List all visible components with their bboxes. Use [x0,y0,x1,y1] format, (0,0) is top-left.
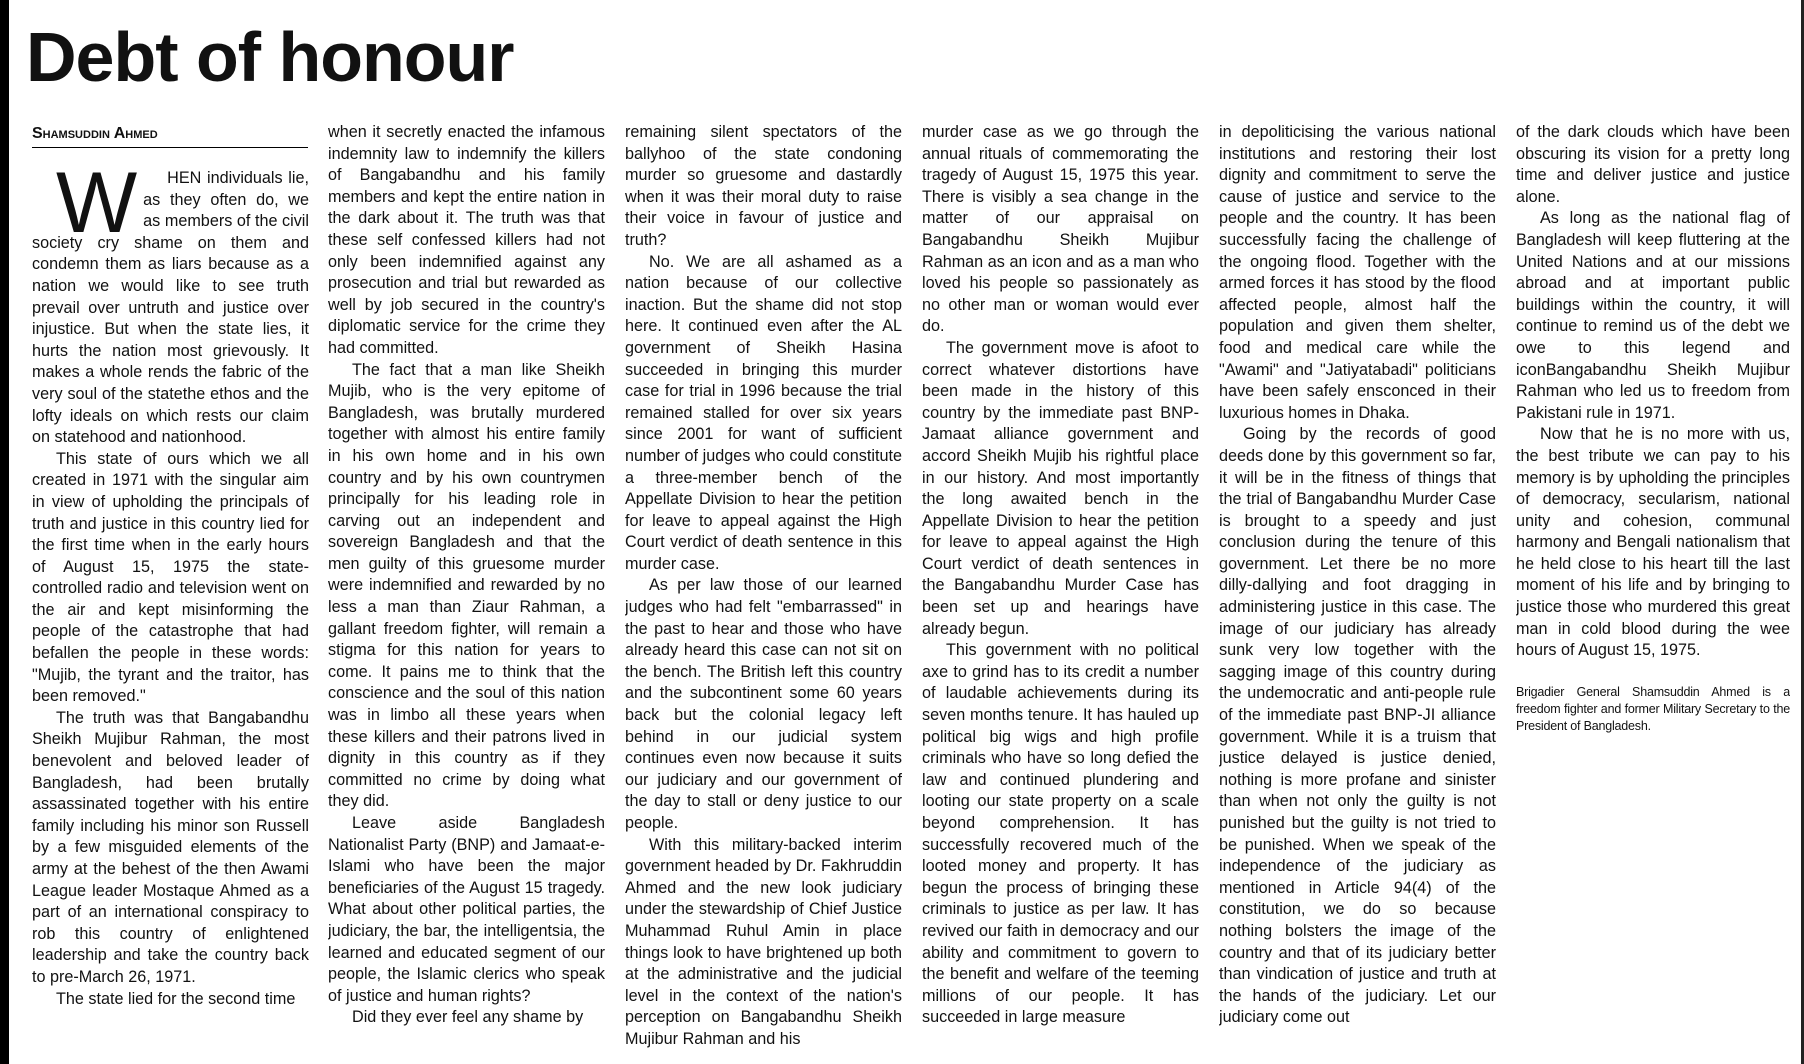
article-paragraph-continued: of the dark clouds which have been obscuring its vision for a pretty long time and deliver justice and justice alone. [1516,123,1790,206]
article-column-2 [328,122,605,1054]
lead-paragraph-text: HEN individuals lie, as they often do, we as members of the civil society cry shame on them and condemn them as liars because as a nation we would like to see truth prevail over untruth and justice over injustice. But when the state lies, it hurts the nation most grievously. It makes a whole rends the fabric of the very soul of the statethe ethos and the lofty ideals on which rests our claim on statehood and nationhood. [32,169,309,447]
article-paragraph: Now that he is no more with us, the best tribute we can pay to his memory is by upholding the principles of democracy, secularism, national unity and cohesion, communal harmony and Bengali nationalism that he held close to his heart till the last moment of his life and by bringing to justice those who murdered this great man in cold blood during the wee hours of August 15, 1975. [1516,425,1790,660]
article-paragraph-continued: murder case as we go through the annual rituals of commemorating the tragedy of August 15, 1975 this year. There is visibly a sea change in the matter of our appraisal on Bangabandhu Sheikh Mujibur Rahman as an icon and as a man who loved his people so passionately as no other man or woman would ever do. [922,123,1199,336]
drop-cap: W [56,168,138,251]
left-border-rule [0,0,9,1064]
article-paragraph: The fact that a man like Sheikh Mujib, who is the very epitome of Bangladesh, was brutally murdered together with almost his entire family in his own home and in his own country and by his own countrymen principally for his leading role in carving out an independent and sovereign Bangladesh and that the men guilty of this gruesome murder were indemnified and rewarded by no less a man than Ziaur Rahman, a gallant freedom fighter, will remain a stigma for this nation for years to come. It pains me to think that the conscience and the soul of this nation was in limbo all these years when these killers and their patrons lived in dignity in this country as if they committed no crime by doing what they did. [328,360,605,811]
article-paragraph: The state lied for the second time [56,989,296,1008]
article-paragraph-continued: in depoliticising the various national institutions and restoring their lost dignity and commitment to serve the cause of justice and service to the people and the country. It has been successfully facing the challenge of the ongoing flood. Together with the armed forces it has stood by the flood affected people, almost half the population and given them shelter, food and medical care while the "Awami" and "Jatiyatabadi" politicians have been safely ensconced in their luxurious homes in Dhaka. [1219,123,1496,422]
article-paragraph: No. We are all ashamed as a nation because of our collective inaction. But the shame did not stop here. It continued even after the AL government of Sheikh Hasina succeeded in bringing this murder case for trial in 1996 because the trial remained stalled for over six years since 2001 for want of sufficient number of judges who could constitute a three-member bench of the Appellate Division to hear the petition for leave to appeal against the High Court verdict of death sentence in this murder case. [625,252,902,573]
article-paragraph: This government with no political axe to grind has to its credit a number of laudable achievements during its seven months tenure. It has hauled up political big wigs and high profile criminals who have so long defied the law and continued plundering and looting our state property on a scale beyond comprehension. It has successfully recovered much of the looted money and property. It has begun the process of bringing these criminals to justice as per law. It has revived our faith in democracy and our ability and commitment to govern to the benefit and welfare of the teeming millions of our people. It has succeeded in large measure [922,641,1199,1027]
author-byline: Shamsuddin Ahmed [32,125,308,148]
article-paragraph-continued: remaining silent spectators of the ballyhoo of the state condoning murder so gruesome and dastardly when it was their moral duty to raise their voice in favour of justice and truth? [625,123,902,249]
article-column-4 [922,122,1199,1054]
article-paragraph-continued: when it secretly enacted the infamous indemnity law to indemnify the killers of Bangabandhu and his family members and kept the entire nation in the dark about it. The truth was that these self confessed killers had not only been indemnified against any prosecution and trial but rewarded as well by job secured in the country's diplomatic service for the crime they had committed. [328,123,605,357]
article-column-1 [32,168,309,1054]
article-column-3 [625,122,902,1054]
lead-paragraph [32,168,309,449]
article-column-6 [1516,122,1790,1054]
article-paragraph: This state of ours which we all created in 1971 with the singular aim in view of upholding the principals of truth and justice in this country lied for the first time when in the early hours of August 15, 1975 the state-controlled radio and television went on the air and kept misinforming the people of the catastrophe that had befallen the people in these words: "Mujib, the tyrant and the traitor, has been removed." [32,449,309,706]
article-paragraph: Did they ever feel any shame by [352,1008,584,1027]
article-paragraph: Leave aside Bangladesh Nationalist Party (BNP) and Jamaat-e-Islami who have been the major beneficiaries of the August 15 tragedy. What about other political parties, the judiciary, the bar, the intelligentsia, the learned and educated segment of our people, the Islamic clerics who speak of justice and human rights? [328,814,605,1005]
article-column-5 [1219,122,1496,1054]
article-headline: Debt of honour [26,18,514,96]
article-paragraph: The truth was that Bangabandhu Sheikh Mujibur Rahman, the most benevolent and beloved leader of Bangladesh, had been brutally assassinated together with his entire family including his minor son Russell by a few misguided elements of the army at the behest of the then Awami League leader Mostaque Ahmed as a part of an international conspiracy to rob this country of enlightened leadership and take the country back to pre-March 26, 1971. [32,708,309,986]
article-paragraph: As long as the national flag of Bangladesh will keep fluttering at the United Nations and at our missions abroad and at important public buildings within the country, it will continue to remind us of the debt we owe to this legend and iconBangabandhu Sheikh Mujibur Rahman who led us to freedom from Pakistani rule in 1971. [1516,209,1790,422]
article-paragraph: As per law those of our learned judges who had felt "embarrassed" in the past to hear and those who have already heard this case can not sit on the bench. The British left this country and the subcontinent some 60 years back but the colonial legacy left behind in our judicial system continues even now because it suits our judiciary and our government of the day to stall or deny justice to our people. [625,576,902,832]
article-paragraph: Going by the records of good deeds done by this government so far, it will be in the fitness of things that the trial of Bangabandhu Murder Case is brought to a speedy and just conclusion during the tenure of this government. Let there be no more dilly-dallying and foot dragging in administering justice in this case. The image of our judiciary has already sunk very low together with the sagging image of this country during the undemocratic and anti-people rule of the immediate past BNP-JI alliance government. While it is a truism that justice delayed is justice denied, nothing is more profane and sinister than when not only the guilty is not punished but the guilty is not tried to be punished. When we speak of the independence of the judiciary as mentioned in Article 94(4) of the constitution, we do so because nothing bolsters the image of the country and that of its judiciary better than vindication of justice and truth at the hands of the judiciary. Let our judiciary come out [1219,425,1496,1027]
author-bio: Brigadier General Shamsuddin Ahmed is a freedom fighter and former Military Secretary to the President of Bangladesh. [1516,684,1790,733]
article-paragraph: With this military-backed interim government headed by Dr. Fakhruddin Ahmed and the new look judiciary under the stewardship of Chief Justice Muhammad Ruhul Amin in place things look to have brightened up both at the administrative and the judicial level in the context of the nation's perception on Bangabandhu Sheikh Mujibur Rahman and his [625,835,902,1048]
article-paragraph: The government move is afoot to correct whatever distortions have been made in the history of this country by the immediate past BNP-Jamaat alliance government and accord Sheikh Mujib his rightful place in our history. And most importantly the long awaited bench in the Appellate Division to hear the petition for leave to appeal against the High Court verdict of death sentences in the Bangabandhu Murder Case has been set up and hearings have already begun. [922,338,1199,638]
